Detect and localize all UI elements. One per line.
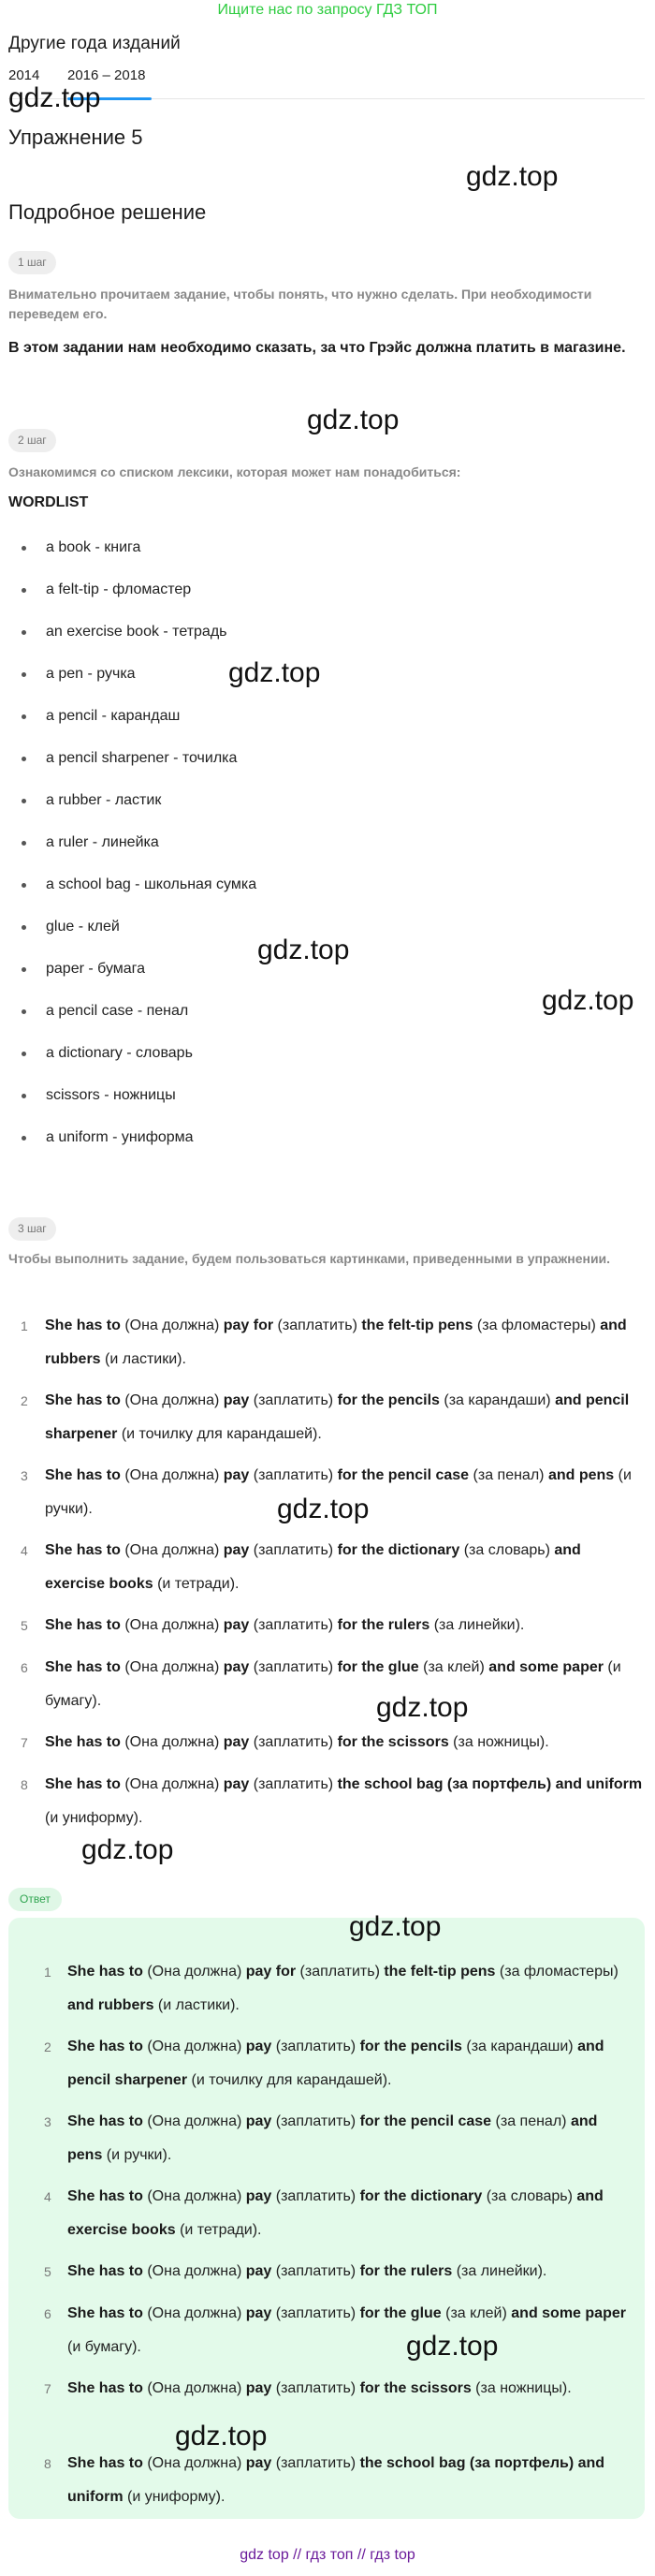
step-3-intro: Чтобы выполнить задание, будем пользоваться картинками, приведенными в упражнении. [8, 1251, 611, 1266]
answer-translation: (за ножницы). [471, 2380, 572, 2396]
answer-translation: (заплатить) [271, 2188, 360, 2204]
answer-number: 5 [21, 1618, 28, 1633]
answer-item [0, 2297, 629, 2372]
answer-english: pay [245, 2263, 272, 2279]
answer-number: 5 [44, 2264, 51, 2279]
answer-translation: (за линейки). [429, 1617, 525, 1633]
answer-translation: (Она должна) [142, 2305, 246, 2321]
answer-number: 3 [21, 1468, 28, 1483]
year-tab-2014[interactable]: 2014 [8, 67, 40, 83]
answer-translation: (Она должна) [142, 2380, 246, 2396]
answer-translation: (Она должна) [142, 2188, 246, 2204]
answer-translation: (за карандаши) [439, 1392, 556, 1408]
watermark: gdz.top [257, 935, 350, 965]
answer-translation: (Она должна) [120, 1467, 224, 1483]
answer-english: and some paper [488, 1659, 604, 1675]
answer-english: She has to [45, 1659, 121, 1675]
answer-english: for the glue [359, 2305, 442, 2321]
answer-english: and exercise books [45, 1542, 581, 1592]
exercise-title: Упражнение 5 [8, 125, 143, 149]
answer-english: She has to [67, 2113, 143, 2129]
answer-english: and pencil sharpener [67, 2039, 604, 2088]
answer-english: the school bag (за портфель) and uniform [337, 1776, 643, 1792]
wordlist-item: a book - книга [0, 537, 655, 580]
wordlist-item: scissors - ножницы [0, 1085, 655, 1127]
answer-translation: (и униформу). [45, 1810, 143, 1826]
footer-separator: // [357, 2547, 366, 2563]
answer-translation: (за клей) [418, 1659, 489, 1675]
answer-english: pay [245, 2380, 272, 2396]
wordlist-item: a felt-tip - фломастер [0, 580, 655, 622]
answer-translation: (и ластики). [100, 1351, 186, 1367]
answer-number: 2 [21, 1393, 28, 1408]
answer-item [0, 2447, 629, 2522]
answer-english: and exercise books [67, 2188, 604, 2238]
step-1-badge: 1 шаг [8, 251, 56, 274]
wordlist-item: glue - клей [0, 917, 655, 959]
answer-number: 8 [44, 2456, 51, 2471]
answer-item [0, 2180, 629, 2255]
answer-english: the felt-tip pens [384, 1964, 496, 1980]
answer-english: and some paper [511, 2305, 626, 2321]
answer-item [0, 2030, 629, 2105]
answer-badge: Ответ [8, 1888, 62, 1911]
answer-translation: (и точилку для карандашей). [187, 2072, 392, 2088]
answer-translation: (за пенал) [469, 1467, 548, 1483]
answer-translation: (за клей) [441, 2305, 512, 2321]
answer-english: pay [223, 1776, 250, 1792]
wordlist-item: an exercise book - тетрадь [0, 622, 655, 664]
answer-translation: (заплатить) [296, 1964, 385, 1980]
answer-english: She has to [45, 1776, 121, 1792]
answer-english: She has to [45, 1734, 121, 1750]
year-tab-2016-2018[interactable]: 2016 – 2018 [67, 67, 146, 83]
wordlist-item: a dictionary - словарь [0, 1043, 655, 1085]
answer-number: 4 [21, 1543, 28, 1558]
answer-english: She has to [45, 1617, 121, 1633]
answer-number: 6 [44, 2306, 51, 2321]
answer-translation: (за линейки). [452, 2263, 547, 2279]
answer-item [0, 1726, 644, 1768]
answer-translation: (заплатить) [249, 1392, 338, 1408]
answer-number: 4 [44, 2189, 51, 2204]
answer-item [0, 2105, 629, 2180]
answer-item [0, 1384, 644, 1459]
answer-english: pay [223, 1734, 250, 1750]
watermark: gdz.top [349, 1911, 442, 1942]
answer-translation: (и тетради). [153, 1576, 240, 1592]
answer-english: She has to [67, 2188, 143, 2204]
answer-translation: (Она должна) [120, 1617, 224, 1633]
answer-translation: (за словарь) [459, 1542, 555, 1558]
answer-box-list [0, 1955, 655, 2522]
watermark: gdz.top [466, 161, 559, 192]
edition-years-tabs [8, 67, 645, 99]
answer-number: 2 [44, 2039, 51, 2054]
answer-translation: (за ножницы). [448, 1734, 549, 1750]
watermark: gdz.top [8, 82, 101, 113]
answer-item [0, 1651, 644, 1726]
answer-translation: (Она должна) [142, 2039, 246, 2054]
answer-english: for the scissors [337, 1734, 449, 1750]
answer-english: and pens [67, 2113, 598, 2163]
answer-english: pay [245, 2455, 272, 2471]
answer-number: 7 [21, 1735, 28, 1750]
answer-translation: (и ручки). [102, 2147, 172, 2163]
answer-english: and rubbers [45, 1317, 627, 1367]
answer-english: She has to [67, 2380, 143, 2396]
wordlist-item: a pen - ручка [0, 664, 655, 706]
answer-english: for the pencils [359, 2039, 462, 2054]
answer-english: for the rulers [359, 2263, 453, 2279]
footer-link-2[interactable]: гдз топ [305, 2547, 354, 2563]
answer-english: She has to [67, 2263, 143, 2279]
answer-english: She has to [67, 2455, 143, 2471]
answer-translation: (заплатить) [249, 1542, 338, 1558]
answer-english: for the glue [337, 1659, 419, 1675]
watermark: gdz.top [376, 1692, 469, 1723]
answer-number: 6 [21, 1660, 28, 1675]
watermark: gdz.top [542, 985, 634, 1016]
answer-english: and pencil sharpener [45, 1392, 630, 1442]
answer-translation: (и униформу). [123, 2489, 226, 2505]
answer-translation: (Она должна) [142, 2455, 246, 2471]
answer-english: for the dictionary [337, 1542, 460, 1558]
footer-separator: // [293, 2547, 302, 2563]
answer-english: pay [223, 1467, 250, 1483]
watermark: gdz.top [81, 1834, 174, 1865]
answer-english: pay [245, 2113, 272, 2129]
answer-translation: (и ластики). [153, 1997, 240, 2013]
answer-translation: (заплатить) [249, 1734, 338, 1750]
footer-link-3[interactable]: гдз top [370, 2547, 415, 2563]
answer-english: She has to [45, 1467, 121, 1483]
answer-translation: (и тетради). [175, 2222, 262, 2238]
answer-translation: (заплатить) [271, 2039, 360, 2054]
editions-title: Другие года изданий [8, 34, 181, 53]
answer-english: pay [223, 1392, 250, 1408]
answer-english: for the pencil case [359, 2113, 492, 2129]
answer-translation: (заплатить) [271, 2380, 360, 2396]
wordlist-item: a rubber - ластик [0, 790, 655, 832]
answer-number: 8 [21, 1777, 28, 1792]
answer-english: and rubbers [67, 1997, 154, 2013]
answer-translation: (заплатить) [249, 1659, 338, 1675]
watermark: gdz.top [307, 405, 400, 435]
watermark: gdz.top [277, 1494, 370, 1524]
answer-translation: (заплатить) [271, 2305, 360, 2321]
step-2-badge: 2 шаг [8, 429, 56, 452]
answer-english: She has to [45, 1542, 121, 1558]
answer-translation: (Она должна) [120, 1392, 224, 1408]
answer-english: pay [223, 1542, 250, 1558]
answer-english: She has to [45, 1317, 121, 1333]
wordlist-title: WORDLIST [8, 494, 89, 510]
answer-translation: (и бумагу). [45, 1659, 621, 1709]
answer-translation: (Она должна) [120, 1317, 224, 1333]
answer-item [0, 1768, 644, 1843]
answer-translation: (заплатить) [273, 1317, 362, 1333]
solution-title: Подробное решение [8, 200, 207, 224]
answer-english: for the pencils [337, 1392, 440, 1408]
answer-translation: (заплатить) [249, 1776, 338, 1792]
step-1-intro: Внимательно прочитаем задание, чтобы понять, что нужно сделать. При необходимости переведем его. [8, 287, 592, 321]
answer-translation: (за карандаши) [461, 2039, 578, 2054]
answer-translation: (заплатить) [271, 2263, 360, 2279]
answer-english: for the rulers [337, 1617, 430, 1633]
answer-item [0, 1609, 644, 1651]
step-1-main: В этом задании нам необходимо сказать, за что Грэйс должна платить в магазине. [8, 340, 626, 356]
answer-english: and pens [547, 1467, 615, 1483]
answer-translation: (Она должна) [142, 2263, 246, 2279]
answer-translation: (за фломастеры) [495, 1964, 619, 1980]
answer-item [0, 1534, 644, 1609]
wordlist-item: a school bag - школьная сумка [0, 875, 655, 917]
wordlist [0, 537, 655, 1170]
answer-english: the school bag (за портфель) and uniform [67, 2455, 605, 2505]
answer-english: She has to [67, 1964, 143, 1980]
answer-number: 1 [44, 1965, 51, 1980]
top-search-banner[interactable]: Ищите нас по запросу ГДЗ ТОП [217, 2, 438, 18]
watermark: gdz.top [175, 2421, 268, 2451]
footer-links [0, 2547, 655, 2564]
wordlist-item: a ruler - линейка [0, 832, 655, 875]
answer-english: She has to [45, 1392, 121, 1408]
answer-item [0, 1955, 629, 2030]
answer-translation: (заплатить) [249, 1467, 338, 1483]
wordlist-item: paper - бумага [0, 959, 655, 1001]
answer-number: 1 [21, 1318, 28, 1333]
answers-list [0, 1309, 655, 1843]
answer-translation: (за пенал) [491, 2113, 571, 2129]
answer-translation: (заплатить) [271, 2113, 360, 2129]
answer-english: pay [245, 2188, 272, 2204]
answer-item [0, 1309, 644, 1384]
answer-item [0, 2372, 629, 2447]
wordlist-item: a pencil case - пенал [0, 1001, 655, 1043]
watermark: gdz.top [228, 657, 321, 688]
wordlist-item: a pencil sharpener - точилка [0, 748, 655, 790]
answer-english: pay [245, 2039, 272, 2054]
answer-translation: (Она должна) [120, 1734, 224, 1750]
answer-english: pay [223, 1659, 250, 1675]
answer-translation: (Она должна) [142, 2113, 246, 2129]
answer-translation: (Она должна) [120, 1659, 224, 1675]
wordlist-item: a pencil - карандаш [0, 706, 655, 748]
answer-translation: (заплатить) [271, 2455, 360, 2471]
answer-number: 3 [44, 2114, 51, 2129]
answer-translation: (и ручки). [45, 1467, 632, 1517]
answer-english: She has to [67, 2305, 143, 2321]
answer-translation: (и точилку для карандашей). [117, 1426, 322, 1442]
answer-english: the felt-tip pens [361, 1317, 473, 1333]
wordlist-item: a uniform - униформа [0, 1127, 655, 1170]
answer-english: pay for [223, 1317, 274, 1333]
step-3-badge: 3 шаг [8, 1217, 56, 1241]
answer-english: pay [223, 1617, 250, 1633]
answer-english: pay for [245, 1964, 297, 1980]
answer-translation: (за фломастеры) [473, 1317, 601, 1333]
answer-english: for the dictionary [359, 2188, 483, 2204]
answer-translation: (за словарь) [482, 2188, 577, 2204]
answer-translation: (Она должна) [142, 1964, 246, 1980]
step-2-intro: Ознакомимся со списком лексики, которая может нам понадобиться: [8, 464, 461, 479]
answer-translation: (заплатить) [249, 1617, 338, 1633]
footer-link-1[interactable]: gdz top [240, 2547, 289, 2563]
answer-english: for the pencil case [337, 1467, 470, 1483]
answer-english: for the scissors [359, 2380, 472, 2396]
answer-translation: (Она должна) [120, 1542, 224, 1558]
answer-item [0, 2255, 629, 2297]
answer-english: She has to [67, 2039, 143, 2054]
answer-english: pay [245, 2305, 272, 2321]
answer-number: 7 [44, 2381, 51, 2396]
watermark: gdz.top [406, 2331, 499, 2362]
answer-translation: (и бумагу). [67, 2339, 141, 2355]
answer-translation: (Она должна) [120, 1776, 224, 1792]
